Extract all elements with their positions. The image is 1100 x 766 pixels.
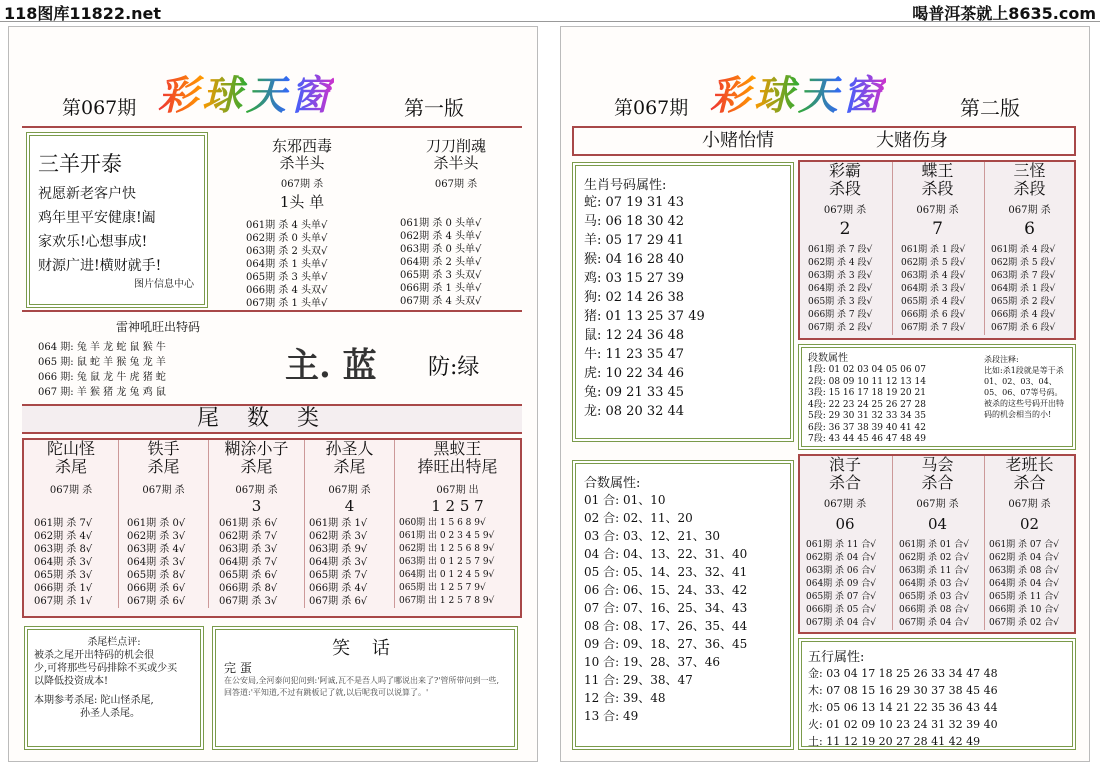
wuxing-row: 木: 07 08 15 16 29 30 37 38 45 46 bbox=[808, 684, 998, 697]
record-row: 062期 杀 4 段√ bbox=[808, 258, 873, 268]
record-row: 061期 杀 4 段√ bbox=[991, 245, 1056, 255]
record-row: 064期 杀 04 合√ bbox=[989, 579, 1059, 589]
record-row: 062期 杀 3√ bbox=[127, 531, 186, 542]
blessing-footer: 图片信息中心 bbox=[134, 279, 194, 290]
comment-title: 杀尾栏点评: bbox=[87, 637, 141, 648]
tail-issue: 067期 出 bbox=[436, 485, 479, 496]
record-row: 063期 杀 06 合√ bbox=[806, 566, 876, 576]
heshu-row: 13 合: 49 bbox=[584, 709, 639, 723]
tail-value: 1 2 5 7 bbox=[431, 497, 484, 515]
wuxing-row: 金: 03 04 17 18 25 26 33 34 47 48 bbox=[808, 667, 998, 680]
record-row: 067期 杀 1 头单√ bbox=[246, 298, 328, 309]
tail-col bbox=[394, 440, 520, 608]
wuxing-row: 水: 05 06 13 14 21 22 35 36 43 44 bbox=[808, 701, 998, 714]
heshu-row: 09 合: 09、18、27、36、45 bbox=[584, 637, 748, 651]
heshu-row: 07 合: 07、16、25、34、43 bbox=[584, 601, 748, 615]
col-title: 刀刀削魂 bbox=[425, 137, 486, 155]
record-row: 067期 杀 2 段√ bbox=[808, 323, 873, 333]
right-edition: 第二版 bbox=[960, 96, 1020, 120]
tail-issue: 067期 杀 bbox=[328, 485, 371, 496]
seg-subtitle: 杀段 bbox=[828, 179, 861, 198]
tail-subtitle: 杀尾 bbox=[147, 457, 180, 476]
record-row: 063期 出 0 1 2 5 7 9√ bbox=[399, 557, 495, 567]
heshu-rows bbox=[584, 491, 782, 725]
record-row: 064期 杀 7√ bbox=[219, 557, 278, 568]
segattr-row: 3段: 15 16 17 18 19 20 21 bbox=[808, 388, 926, 398]
blessing-line: 鸡年里平安健康!阖 bbox=[38, 210, 156, 226]
col-daodao bbox=[386, 138, 526, 308]
left-issue: 第067期 bbox=[62, 97, 137, 119]
record-row: 065期 杀 6√ bbox=[219, 570, 278, 581]
record-row: 060期 出 1 5 6 8 9√ bbox=[399, 518, 486, 528]
record-row: 062期 杀 3√ bbox=[309, 531, 368, 542]
heshu-row: 03 合: 03、12、21、30 bbox=[584, 529, 721, 543]
segnote-text: 比如:杀1段就是等于杀01、02、03、04、05、06、07等号码。被杀的这些号码开出特码的机会相当的小! bbox=[984, 366, 1064, 419]
comment-box bbox=[24, 626, 204, 750]
defend-color: 防:绿 bbox=[428, 355, 480, 380]
record-row: 066期 杀 7 段√ bbox=[808, 310, 873, 320]
kill-col bbox=[800, 456, 890, 630]
seg-col bbox=[984, 162, 1074, 335]
record-row: 061期 杀 7√ bbox=[34, 518, 93, 529]
zodiac-row: 猴: 04 16 28 40 bbox=[584, 252, 685, 267]
col-rows bbox=[246, 219, 372, 310]
record-row: 067期 杀 4 头双√ bbox=[400, 296, 482, 307]
record-row: 065期 杀 3√ bbox=[34, 570, 93, 581]
zodiac-row: 龙: 08 20 32 44 bbox=[584, 404, 685, 419]
kill-col bbox=[892, 456, 982, 630]
kill-issue: 067期 杀 bbox=[916, 499, 959, 510]
seg-issue: 067期 杀 bbox=[1008, 205, 1051, 216]
tail-subtitle: 杀尾 bbox=[240, 457, 273, 476]
seg-subtitle: 杀段 bbox=[1013, 179, 1046, 198]
tail-rows bbox=[219, 517, 304, 608]
tail-rows bbox=[127, 517, 208, 608]
record-row: 065期 出 1 2 5 7 9√ bbox=[399, 583, 486, 593]
record-row: 065期 杀 11 合√ bbox=[989, 592, 1059, 602]
joke-subtitle: 完 蛋 bbox=[224, 661, 252, 675]
header-right-site[interactable]: 喝普洱茶就上8635.com bbox=[912, 4, 1096, 23]
seg-title: 蝶王 bbox=[921, 161, 954, 180]
joke-text: 在公安局,全河泰问犯问到:'阿诚,瓦不是吾人吗了哪说出来了?'管所带问到一些,回答道:'平知道,不过有跳板记了就,以后呢我可以说算了。' bbox=[224, 676, 500, 697]
record-row: 065期 杀 07 合√ bbox=[806, 592, 876, 602]
record-row: 067期 杀 1√ bbox=[34, 596, 93, 607]
record-row: 063期 杀 3√ bbox=[219, 544, 278, 555]
col-issue: 067期 杀 bbox=[434, 179, 478, 190]
kill-subtitle: 杀合 bbox=[921, 473, 954, 492]
zodiac-rows bbox=[584, 193, 782, 421]
record-row: 061期 出 0 2 3 4 5 9√ bbox=[399, 531, 495, 541]
zodiac-title: 生肖号码属性: bbox=[584, 178, 667, 193]
kill-subtitle: 杀合 bbox=[828, 473, 861, 492]
record-row: 064期 出 0 1 2 4 5 9√ bbox=[399, 570, 495, 580]
tail-rows bbox=[399, 517, 520, 608]
record-row: 064期 杀 09 合√ bbox=[806, 579, 876, 589]
record-row: 064期 杀 2 头单√ bbox=[400, 257, 482, 268]
seg-rows bbox=[991, 244, 1074, 335]
seg-title: 彩霸 bbox=[828, 161, 861, 180]
record-row: 065 期: 鼠 蛇 羊 猴 兔 龙 羊 bbox=[38, 357, 166, 368]
record-row: 066期 杀 6 段√ bbox=[901, 310, 966, 320]
seg-issue: 067期 杀 bbox=[823, 205, 867, 216]
record-row: 066期 杀 10 合√ bbox=[989, 605, 1059, 615]
segattr-row: 5段: 29 30 31 32 33 34 35 bbox=[808, 411, 926, 421]
record-row: 066期 杀 8√ bbox=[219, 583, 278, 594]
zodiac-box bbox=[572, 162, 794, 442]
record-row: 062期 出 1 2 5 6 8 9√ bbox=[399, 544, 495, 554]
tail-issue: 067期 杀 bbox=[235, 485, 278, 496]
record-row: 066期 杀 1√ bbox=[34, 583, 93, 594]
record-row: 063期 杀 0 头单√ bbox=[400, 244, 482, 255]
seg-subtitle: 杀段 bbox=[921, 179, 954, 198]
wuxing-row: 土: 11 12 19 20 27 28 41 42 49 bbox=[808, 735, 981, 748]
record-row: 062期 杀 7√ bbox=[219, 531, 278, 542]
record-row: 064期 杀 2 段√ bbox=[808, 284, 873, 294]
blessing-line: 祝愿新老客户快 bbox=[38, 186, 136, 202]
slogan-bar bbox=[572, 126, 1076, 156]
col-rows bbox=[400, 217, 526, 308]
tail-title: 黑蚁王 bbox=[433, 439, 482, 458]
divider bbox=[22, 310, 522, 312]
tail-value bbox=[24, 497, 118, 513]
seg-rows bbox=[901, 244, 982, 335]
joke-box bbox=[212, 626, 518, 750]
wuxing-rows bbox=[808, 665, 1066, 750]
col-issue: 067期 杀 bbox=[280, 179, 324, 190]
record-row: 067期 杀 02 合√ bbox=[989, 618, 1059, 628]
zodiac-row: 虎: 10 22 34 46 bbox=[584, 366, 685, 381]
seg-value: 7 bbox=[932, 219, 943, 239]
zodiac-row: 马: 06 18 30 42 bbox=[584, 214, 685, 229]
record-row: 066期 杀 4√ bbox=[309, 583, 368, 594]
blessing-line: 家欢乐!心想事成! bbox=[38, 234, 148, 250]
comment-line: 被杀之尾开出特码的机会很 bbox=[34, 650, 154, 661]
kill-issue: 067期 杀 bbox=[823, 499, 867, 510]
right-logo: 彩球天窗 bbox=[710, 64, 886, 121]
kill-value: 06 bbox=[835, 515, 855, 533]
record-row: 067期 杀 04 合√ bbox=[899, 618, 969, 628]
record-row: 062期 杀 04 合√ bbox=[989, 553, 1059, 563]
tail-subtitle: 杀尾 bbox=[54, 457, 87, 476]
tail-value: 3 bbox=[251, 497, 262, 515]
zodiac-row: 鸡: 03 15 27 39 bbox=[584, 271, 685, 286]
tail-value bbox=[119, 497, 208, 513]
record-row: 067期 杀 6√ bbox=[127, 596, 186, 607]
tail-title: 孙圣人 bbox=[325, 439, 374, 458]
record-row: 061期 杀 4 头单√ bbox=[246, 220, 328, 231]
segattr-row: 4段: 22 23 24 25 26 27 28 bbox=[808, 399, 926, 410]
site-header bbox=[0, 0, 1100, 22]
record-row: 062期 杀 02 合√ bbox=[899, 553, 969, 563]
heshu-row: 11 合: 29、38、47 bbox=[584, 673, 693, 687]
record-row: 066 期: 兔 鼠 龙 牛 虎 猪 蛇 bbox=[38, 372, 166, 383]
record-row: 064期 杀 1 段√ bbox=[991, 284, 1056, 294]
record-row: 062期 杀 5 段√ bbox=[991, 258, 1056, 268]
record-row: 061期 杀 07 合√ bbox=[989, 540, 1059, 550]
record-row: 063期 杀 8√ bbox=[34, 544, 93, 555]
record-row: 061期 杀 7 段√ bbox=[808, 245, 873, 255]
segattr-row: 2段: 08 09 10 11 12 13 14 bbox=[808, 376, 926, 387]
thunder-rows bbox=[38, 340, 278, 400]
heshu-row: 06 合: 06、15、24、33、42 bbox=[584, 583, 748, 597]
tail-title: 糊涂小子 bbox=[224, 439, 289, 458]
record-row: 062期 杀 5 段√ bbox=[901, 258, 966, 268]
record-row: 065期 杀 3 段√ bbox=[808, 297, 873, 307]
record-row: 063期 杀 08 合√ bbox=[989, 566, 1059, 576]
left-edition: 第一版 bbox=[404, 96, 464, 120]
segattr-row: 6段: 36 37 38 39 40 41 42 bbox=[808, 422, 926, 433]
wuxing-box bbox=[798, 638, 1076, 750]
segnote-title: 杀段注释: bbox=[984, 355, 1019, 364]
comment-line: 本期参考杀尾: 陀山怪杀尾, bbox=[34, 695, 154, 706]
record-row: 061期 杀 6√ bbox=[219, 518, 278, 529]
right-issue: 第067期 bbox=[614, 97, 689, 119]
record-row: 066期 杀 6√ bbox=[127, 583, 186, 594]
tail-col bbox=[118, 440, 208, 608]
wuxing-title: 五行属性: bbox=[808, 650, 865, 665]
heshu-row: 02 合: 02、11、20 bbox=[584, 511, 693, 525]
main-color: 主. 蓝 bbox=[285, 346, 377, 386]
tail-banner: 尾数类 bbox=[22, 404, 522, 434]
kill-title: 浪子 bbox=[828, 455, 861, 474]
heshu-title: 合数属性: bbox=[584, 476, 641, 491]
comment-line: 孙圣人杀尾。 bbox=[80, 708, 140, 719]
tail-issue: 067期 杀 bbox=[49, 485, 93, 496]
blessing-line: 财源广进!横财就手! bbox=[38, 258, 162, 274]
kill-title: 马会 bbox=[921, 455, 954, 474]
record-row: 063期 杀 4√ bbox=[127, 544, 186, 555]
record-row: 064 期: 兔 羊 龙 蛇 鼠 猴 牛 bbox=[38, 342, 166, 353]
record-row: 067期 杀 3√ bbox=[219, 596, 278, 607]
col-subtitle: 杀半头 bbox=[279, 154, 325, 172]
record-row: 061期 杀 01 合√ bbox=[899, 540, 969, 550]
tail-issue: 067期 杀 bbox=[142, 485, 185, 496]
tail-col bbox=[24, 440, 118, 608]
record-row: 064期 杀 3 段√ bbox=[901, 284, 966, 294]
record-row: 062期 杀 4 头单√ bbox=[400, 231, 482, 242]
divider bbox=[22, 126, 522, 128]
segattr-row: 7段: 43 44 45 46 47 48 49 bbox=[808, 434, 926, 444]
tail-title: 陀山怪 bbox=[46, 439, 95, 458]
seg-issue: 067期 杀 bbox=[916, 205, 959, 216]
record-row: 065期 杀 3 头单√ bbox=[246, 272, 328, 283]
kill-title: 老班长 bbox=[1005, 455, 1054, 474]
seg-col bbox=[892, 162, 982, 335]
tail-subtitle: 捧旺出特尾 bbox=[417, 457, 498, 476]
record-row: 066期 杀 05 合√ bbox=[806, 605, 876, 615]
seg-value: 2 bbox=[839, 219, 851, 239]
segattr-box bbox=[798, 344, 1076, 450]
record-row: 067期 杀 04 合√ bbox=[806, 618, 876, 628]
heshu-row: 08 合: 08、17、26、35、44 bbox=[584, 619, 748, 633]
seg-col bbox=[800, 162, 890, 335]
record-row: 067期 出 1 2 5 7 8 9√ bbox=[399, 596, 495, 606]
heshu-row: 05 合: 05、14、23、32、41 bbox=[584, 565, 748, 579]
record-row: 063期 杀 4 段√ bbox=[901, 271, 966, 281]
kill-value: 04 bbox=[927, 515, 948, 533]
kill-rows bbox=[989, 539, 1074, 630]
record-row: 065期 杀 8√ bbox=[127, 570, 186, 581]
slogan-right: 大赌伤身 bbox=[876, 130, 948, 151]
col-main: 1头 单 bbox=[279, 193, 325, 211]
tail-title: 铁手 bbox=[147, 439, 180, 458]
zodiac-row: 羊: 05 17 29 41 bbox=[584, 233, 685, 248]
record-row: 064期 杀 3√ bbox=[127, 557, 186, 568]
zodiac-row: 狗: 02 14 26 38 bbox=[584, 290, 685, 305]
header-left-site[interactable]: 118图库11822.net bbox=[4, 4, 162, 23]
kill-value: 02 bbox=[1019, 515, 1040, 533]
tail-col bbox=[304, 440, 394, 608]
record-row: 065期 杀 4 段√ bbox=[901, 297, 966, 307]
record-row: 067期 杀 6 段√ bbox=[991, 323, 1056, 333]
tail-rows bbox=[309, 517, 394, 608]
record-row: 064期 杀 3√ bbox=[309, 557, 368, 568]
tail-col bbox=[208, 440, 304, 608]
record-row: 064期 杀 03 合√ bbox=[899, 579, 969, 589]
kill-rows bbox=[899, 539, 982, 630]
record-row: 064期 杀 3√ bbox=[34, 557, 93, 568]
seg-rows bbox=[808, 244, 890, 335]
record-row: 065期 杀 03 合√ bbox=[899, 592, 969, 602]
record-row: 067 期: 羊 猴 猪 龙 兔 鸡 鼠 bbox=[38, 387, 166, 398]
heshu-row: 04 合: 04、13、22、31、40 bbox=[584, 547, 748, 561]
zodiac-row: 牛: 11 23 35 47 bbox=[584, 347, 685, 362]
kill-subtitle: 杀合 bbox=[1013, 473, 1046, 492]
comment-line: 以降低投资成本! bbox=[34, 676, 109, 687]
zodiac-row: 兔: 09 21 33 45 bbox=[584, 385, 685, 400]
col-title: 东邪西毒 bbox=[271, 137, 332, 155]
record-row: 061期 杀 0√ bbox=[127, 518, 186, 529]
zodiac-row: 蛇: 07 19 31 43 bbox=[584, 195, 685, 210]
segnote bbox=[984, 354, 1070, 420]
thunder-title: 雷神吼旺出特码 bbox=[115, 320, 200, 334]
zodiac-row: 鼠: 12 24 36 48 bbox=[584, 328, 685, 343]
kill-col bbox=[984, 456, 1074, 630]
record-row: 061期 杀 0 头单√ bbox=[400, 218, 482, 229]
record-row: 066期 杀 1 头单√ bbox=[400, 283, 482, 294]
record-row: 063期 杀 7 段√ bbox=[991, 271, 1056, 281]
blessing-lines bbox=[38, 182, 204, 278]
record-row: 065期 杀 3 头双√ bbox=[400, 270, 482, 281]
thunder-box bbox=[38, 318, 278, 400]
record-row: 061期 杀 11 合√ bbox=[806, 540, 876, 550]
col-dongxie bbox=[232, 138, 372, 310]
record-row: 065期 杀 7√ bbox=[309, 570, 368, 581]
col-subtitle: 杀半头 bbox=[433, 154, 479, 172]
tail-value: 4 bbox=[344, 497, 355, 515]
heshu-row: 12 合: 39、48 bbox=[584, 691, 666, 705]
record-row: 067期 杀 6√ bbox=[309, 596, 368, 607]
seg-title: 三怪 bbox=[1013, 161, 1046, 180]
record-row: 063期 杀 3 段√ bbox=[808, 271, 873, 281]
slogan-left: 小赌怡情 bbox=[702, 130, 774, 151]
record-row: 066期 杀 4 头双√ bbox=[246, 285, 328, 296]
record-row: 066期 杀 08 合√ bbox=[899, 605, 969, 615]
record-row: 063期 杀 2 头双√ bbox=[246, 246, 328, 257]
record-row: 067期 杀 7 段√ bbox=[901, 323, 966, 333]
record-row: 066期 杀 4 段√ bbox=[991, 310, 1056, 320]
record-row: 065期 杀 2 段√ bbox=[991, 297, 1056, 307]
seg-value: 6 bbox=[1024, 219, 1035, 239]
segattr-row: 1段: 01 02 03 04 05 06 07 bbox=[808, 365, 926, 375]
record-row: 062期 杀 4√ bbox=[34, 531, 93, 542]
blessing-title: 三羊开泰 bbox=[38, 152, 122, 176]
record-row: 064期 杀 1 头单√ bbox=[246, 259, 328, 270]
record-row: 061期 杀 1√ bbox=[309, 518, 368, 529]
heshu-row: 01 合: 01、10 bbox=[584, 493, 666, 507]
record-row: 061期 杀 1 段√ bbox=[901, 245, 966, 255]
record-row: 063期 杀 11 合√ bbox=[899, 566, 969, 576]
left-logo: 彩球天窗 bbox=[158, 64, 334, 121]
comment-lines bbox=[34, 649, 194, 720]
comment-line: 少,可将那些号码排除不买或少买 bbox=[34, 663, 178, 674]
joke-title: 笑 话 bbox=[332, 638, 398, 659]
heshu-row: 10 合: 19、28、37、46 bbox=[584, 655, 721, 669]
zodiac-row: 猪: 01 13 25 37 49 bbox=[584, 309, 705, 324]
tail-subtitle: 杀尾 bbox=[333, 457, 366, 476]
blessing-box bbox=[26, 132, 208, 308]
segattr-title: 段数属性 bbox=[808, 353, 848, 364]
heshu-box bbox=[572, 460, 794, 750]
wuxing-row: 火: 01 02 09 10 23 24 31 32 39 40 bbox=[808, 718, 998, 731]
kill-rows bbox=[806, 539, 890, 630]
record-row: 062期 杀 0 头单√ bbox=[246, 233, 328, 244]
kill-issue: 067期 杀 bbox=[1008, 499, 1051, 510]
record-row: 063期 杀 9√ bbox=[309, 544, 368, 555]
record-row: 062期 杀 04 合√ bbox=[806, 553, 876, 563]
tail-rows bbox=[34, 517, 118, 608]
